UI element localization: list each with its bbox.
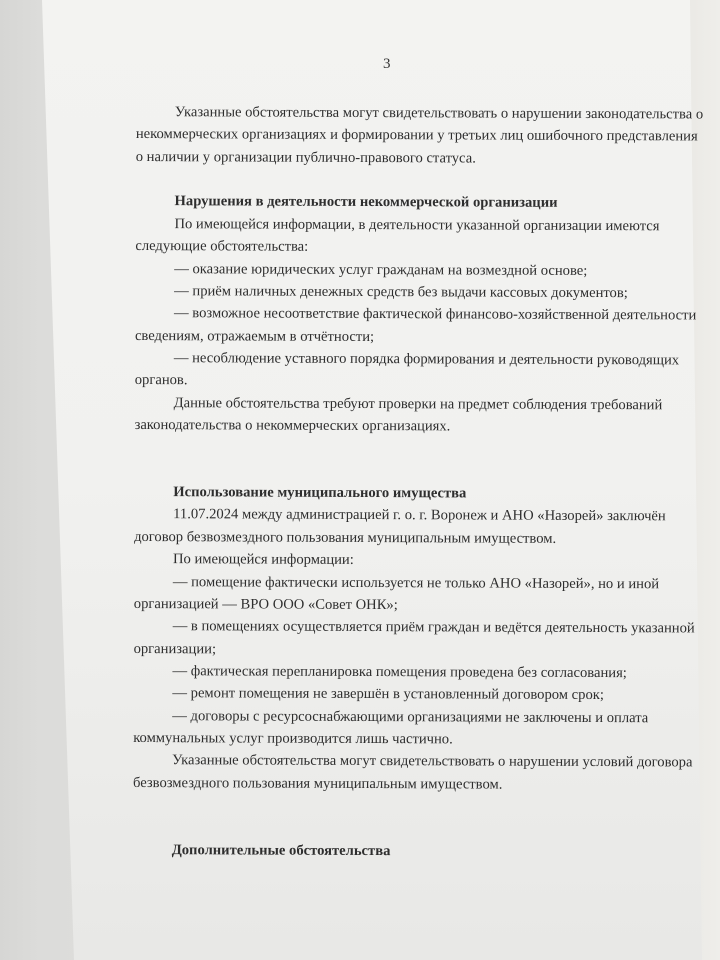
text-line: сведениям, отражаемым в отчётности;: [134, 327, 375, 345]
text-line: — приём наличных денежных средств без выдачи кассовых документов;: [174, 283, 628, 302]
text-line: 11.07.2024 между администрацией г. о. г. Воронеж и АНО «Назорей» заключён: [173, 506, 666, 525]
text-line: безвозмездного пользования муниципальным имуществом.: [132, 774, 503, 793]
text-line: Указанные обстоятельства могут свидетельствовать о нарушении условий договора: [172, 752, 693, 771]
paragraph: [134, 392, 663, 439]
text-line: следующие обстоятельства:: [135, 238, 309, 255]
section-heading-additional: Дополнительные обстоятельства: [171, 842, 391, 859]
paragraph: [133, 615, 695, 662]
text-line: договор безвозмездного пользования муниципальным имуществом.: [134, 528, 557, 547]
paragraph: [134, 503, 666, 550]
text-line: — оказание юридических услуг гражданам на возмездной основе;: [174, 260, 588, 279]
text-line: — фактическая перепланировка помещения проведена без согласования;: [172, 663, 627, 682]
text-line: По имеющейся информации, в деятельности указанной организации имеются: [174, 215, 660, 235]
text-line: — ремонт помещения не завершён в установленный договором срок;: [172, 685, 604, 704]
paragraph: [133, 571, 660, 618]
text-line: некоммерческих организациях и формировании у третьих лиц ошибочного представления: [135, 126, 698, 145]
text-line: органов.: [134, 372, 188, 389]
paragraph: [134, 548, 636, 573]
paragraph: [134, 302, 697, 349]
page-number: 3: [383, 56, 391, 72]
paragraph: [133, 660, 635, 685]
section-violations: [134, 213, 697, 439]
text-line: По имеющейся информации:: [172, 551, 354, 569]
section-municipal-property: [132, 503, 695, 796]
text-line: Данные обстоятельства требуют проверки на предмет соблюдения требований: [173, 394, 663, 413]
text-line: законодательства о некоммерческих организациях.: [134, 417, 451, 435]
text-line: коммунальных услуг производится лишь частично.: [133, 730, 453, 748]
paragraph: [133, 682, 635, 707]
text-line: — в помещениях осуществляется приём граждан и ведётся деятельность указанной: [172, 618, 695, 637]
intro-paragraph: [135, 101, 704, 170]
text-line: — возможное несоответствие фактической финансово-хозяйственной деятельности: [174, 305, 697, 324]
paragraph: [135, 258, 637, 283]
text-line: — помещение фактически используется не только АНО «Назорей», но и иной: [172, 573, 660, 592]
paragraph: [135, 280, 637, 305]
paragraph: [134, 347, 680, 394]
text-line: — несоблюдение уставного порядка формирования и деятельности руководящих: [173, 350, 680, 369]
text-line: — договоры с ресурсоснабжающими организациями не заключены и оплата: [172, 707, 649, 726]
text-line: Указанные обстоятельства могут свидетельствовать о нарушении законодательства о: [174, 104, 704, 123]
document-body: [132, 101, 704, 863]
section-heading-municipal-property: Использование муниципального имущества: [173, 484, 467, 502]
paragraph: [133, 705, 649, 752]
text-line: организации;: [133, 640, 217, 657]
paragraph: [135, 213, 660, 260]
text-line: организацией — ВРО ООО «Совет ОНК»;: [133, 595, 398, 614]
text-line: о наличии у организации публично-правового статуса.: [135, 148, 476, 167]
section-heading-violations: Нарушения в деятельности некоммерческой организации: [174, 193, 558, 212]
paragraph: [132, 749, 693, 796]
